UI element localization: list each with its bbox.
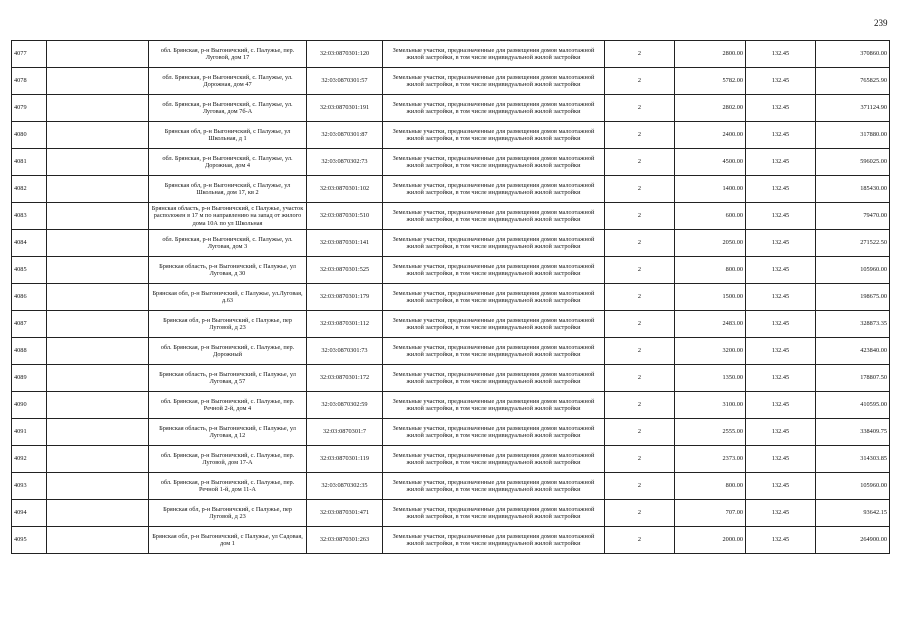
land-use-cell: Земельные участки, предназначенные для размещения домов малоэтажной жилой застройки, в том числе индивидуальной жилой застройки: [383, 392, 605, 419]
table-row: [12, 257, 890, 284]
address-cell: обл. Брянская, р-н Выгоничский, с. Палужье, пер. Дорожный: [149, 338, 307, 365]
row-number: 4078: [12, 68, 47, 95]
cadastral-value-cell: 314303.85: [816, 446, 890, 473]
empty-cell: [47, 284, 149, 311]
address-cell: Брянская обл, р-н Выгоничский, с Палужье, ул Садовая, дом 1: [149, 527, 307, 554]
area-cell: 707.00: [675, 500, 746, 527]
group-cell: 2: [605, 68, 675, 95]
land-use-cell: Земельные участки, предназначенные для размещения домов малоэтажной жилой застройки, в том числе индивидуальной жилой застройки: [383, 176, 605, 203]
cadastral-number-cell: 32:03:0870301:525: [307, 257, 383, 284]
cadastral-number-cell: 32:03:0870301:141: [307, 230, 383, 257]
cadastral-value-cell: 198675.00: [816, 284, 890, 311]
cadastral-number-cell: 32:03:0870301:191: [307, 95, 383, 122]
rate-cell: 132.45: [746, 284, 816, 311]
cadastral-value-cell: 410595.00: [816, 392, 890, 419]
area-cell: 3200.00: [675, 338, 746, 365]
address-cell: Брянская обл, р-н Выгоничский, с Палужье, пер Луговой, д 23: [149, 311, 307, 338]
table-row: [12, 473, 890, 500]
table-row: [12, 122, 890, 149]
cadastral-number-cell: 32:03:0870301:263: [307, 527, 383, 554]
empty-cell: [47, 257, 149, 284]
cadastral-value-cell: 317880.00: [816, 122, 890, 149]
group-cell: 2: [605, 446, 675, 473]
cadastral-value-cell: 423840.00: [816, 338, 890, 365]
address-cell: обл. Брянская, р-н Выгоничский, с. Палужье, ул. Луговая, дом 3: [149, 230, 307, 257]
cadastral-value-cell: 185430.00: [816, 176, 890, 203]
area-cell: 800.00: [675, 257, 746, 284]
empty-cell: [47, 203, 149, 230]
rate-cell: 132.45: [746, 473, 816, 500]
land-use-cell: Земельные участки, предназначенные для размещения домов малоэтажной жилой застройки, в том числе индивидуальной жилой застройки: [383, 500, 605, 527]
row-number: 4087: [12, 311, 47, 338]
area-cell: 1350.00: [675, 365, 746, 392]
empty-cell: [47, 365, 149, 392]
group-cell: 2: [605, 230, 675, 257]
cadastral-value-cell: 79470.00: [816, 203, 890, 230]
empty-cell: [47, 230, 149, 257]
rate-cell: 132.45: [746, 446, 816, 473]
land-use-cell: Земельные участки, предназначенные для размещения домов малоэтажной жилой застройки, в том числе индивидуальной жилой застройки: [383, 338, 605, 365]
group-cell: 2: [605, 527, 675, 554]
empty-cell: [47, 68, 149, 95]
cadastral-value-cell: 370860.00: [816, 41, 890, 68]
empty-cell: [47, 419, 149, 446]
rate-cell: 132.45: [746, 68, 816, 95]
cadastral-number-cell: 32:03:0870301:57: [307, 68, 383, 95]
address-cell: Брянская обл, р-н Выгоничский, с Палужье, ул.Луговая, д.63: [149, 284, 307, 311]
land-use-cell: Земельные участки, предназначенные для размещения домов малоэтажной жилой застройки, в том числе индивидуальной жилой застройки: [383, 149, 605, 176]
address-cell: Брянская область, р-н Выгоничский, с Палужье, ул Луговая, д 12: [149, 419, 307, 446]
row-number: 4086: [12, 284, 47, 311]
group-cell: 2: [605, 284, 675, 311]
row-number: 4088: [12, 338, 47, 365]
cadastral-number-cell: 32:03:0870301:119: [307, 446, 383, 473]
address-cell: Брянская обл, р-н Выгоничский, с Палужье, ул Школьная, дом 17, кв 2: [149, 176, 307, 203]
table-row: [12, 365, 890, 392]
cadastral-value-cell: 105960.00: [816, 257, 890, 284]
table-row: [12, 230, 890, 257]
table-row: [12, 392, 890, 419]
table-row: [12, 446, 890, 473]
table-row: [12, 149, 890, 176]
land-use-cell: Земельные участки, предназначенные для размещения домов малоэтажной жилой застройки, в том числе индивидуальной жилой застройки: [383, 257, 605, 284]
row-number: 4089: [12, 365, 47, 392]
rate-cell: 132.45: [746, 500, 816, 527]
land-use-cell: Земельные участки, предназначенные для размещения домов малоэтажной жилой застройки, в том числе индивидуальной жилой застройки: [383, 122, 605, 149]
row-number: 4093: [12, 473, 47, 500]
land-use-cell: Земельные участки, предназначенные для размещения домов малоэтажной жилой застройки, в том числе индивидуальной жилой застройки: [383, 203, 605, 230]
area-cell: 2050.00: [675, 230, 746, 257]
table-row: [12, 203, 890, 230]
rate-cell: 132.45: [746, 311, 816, 338]
group-cell: 2: [605, 203, 675, 230]
group-cell: 2: [605, 95, 675, 122]
rate-cell: 132.45: [746, 41, 816, 68]
area-cell: 5782.00: [675, 68, 746, 95]
group-cell: 2: [605, 392, 675, 419]
cadastral-value-cell: 328873.35: [816, 311, 890, 338]
rate-cell: 132.45: [746, 122, 816, 149]
area-cell: 3100.00: [675, 392, 746, 419]
group-cell: 2: [605, 365, 675, 392]
cadastral-value-cell: 338409.75: [816, 419, 890, 446]
group-cell: 2: [605, 338, 675, 365]
area-cell: 800.00: [675, 473, 746, 500]
cadastral-number-cell: 32:03:0870301:172: [307, 365, 383, 392]
address-cell: обл. Брянская, р-н Выгоничский, с. Палужье, ул. Луговая, дом 7б-А: [149, 95, 307, 122]
table-body: [12, 41, 890, 554]
area-cell: 2800.00: [675, 41, 746, 68]
table-row: [12, 311, 890, 338]
cadastral-value-cell: 596025.00: [816, 149, 890, 176]
empty-cell: [47, 500, 149, 527]
cadastral-number-cell: 32:03:0870301:7: [307, 419, 383, 446]
page-number: 239: [874, 18, 888, 28]
table-row: [12, 176, 890, 203]
cadastral-number-cell: 32:03:0870301:112: [307, 311, 383, 338]
rate-cell: 132.45: [746, 338, 816, 365]
land-use-cell: Земельные участки, предназначенные для размещения домов малоэтажной жилой застройки, в том числе индивидуальной жилой застройки: [383, 527, 605, 554]
land-use-cell: Земельные участки, предназначенные для размещения домов малоэтажной жилой застройки, в том числе индивидуальной жилой застройки: [383, 230, 605, 257]
cadastral-value-cell: 178807.50: [816, 365, 890, 392]
land-registry-table: [11, 40, 890, 554]
address-cell: Брянская область, р-н Выгоничский, с Палужье, ул Луговая, д 57: [149, 365, 307, 392]
rate-cell: 132.45: [746, 203, 816, 230]
address-cell: обл. Брянская, р-н Выгоничский, с. Палужье, ул. Дорожная, дом 47: [149, 68, 307, 95]
group-cell: 2: [605, 257, 675, 284]
rate-cell: 132.45: [746, 365, 816, 392]
area-cell: 4500.00: [675, 149, 746, 176]
cadastral-value-cell: 271522.50: [816, 230, 890, 257]
row-number: 4092: [12, 446, 47, 473]
rate-cell: 132.45: [746, 95, 816, 122]
row-number: 4085: [12, 257, 47, 284]
table-row: [12, 527, 890, 554]
cadastral-value-cell: 105960.00: [816, 473, 890, 500]
address-cell: Брянская область, р-н Выгоничский, с Палужье, участок расположен в 17 м по направлению на запад от жилого дома 10А по ул Школьная: [149, 203, 307, 230]
land-use-cell: Земельные участки, предназначенные для размещения домов малоэтажной жилой застройки, в том числе индивидуальной жилой застройки: [383, 95, 605, 122]
empty-cell: [47, 473, 149, 500]
group-cell: 2: [605, 473, 675, 500]
cadastral-number-cell: 32:03:0870302:73: [307, 149, 383, 176]
area-cell: 2000.00: [675, 527, 746, 554]
empty-cell: [47, 95, 149, 122]
land-use-cell: Земельные участки, предназначенные для размещения домов малоэтажной жилой застройки, в том числе индивидуальной жилой застройки: [383, 284, 605, 311]
address-cell: обл. Брянская, р-н Выгоничский, с. Палужье, пер. Луговой, дом 17: [149, 41, 307, 68]
land-use-cell: Земельные участки, предназначенные для размещения домов малоэтажной жилой застройки, в том числе индивидуальной жилой застройки: [383, 446, 605, 473]
cadastral-number-cell: 32:03:0870301:73: [307, 338, 383, 365]
cadastral-number-cell: 32:03:0870301:510: [307, 203, 383, 230]
land-use-cell: Земельные участки, предназначенные для размещения домов малоэтажной жилой застройки, в том числе индивидуальной жилой застройки: [383, 311, 605, 338]
group-cell: 2: [605, 419, 675, 446]
row-number: 4082: [12, 176, 47, 203]
group-cell: 2: [605, 311, 675, 338]
row-number: 4095: [12, 527, 47, 554]
row-number: 4077: [12, 41, 47, 68]
area-cell: 2400.00: [675, 122, 746, 149]
table-row: [12, 41, 890, 68]
address-cell: Брянская обл, р-н Выгоничский, с Палужье, ул Школьная, д 1: [149, 122, 307, 149]
table-row: [12, 95, 890, 122]
land-use-cell: Земельные участки, предназначенные для размещения домов малоэтажной жилой застройки, в том числе индивидуальной жилой застройки: [383, 68, 605, 95]
row-number: 4084: [12, 230, 47, 257]
empty-cell: [47, 446, 149, 473]
row-number: 4079: [12, 95, 47, 122]
address-cell: обл. Брянская, р-н Выгоничский, с. Палужье, пер. Речной 1-й, дом 11-А: [149, 473, 307, 500]
row-number: 4094: [12, 500, 47, 527]
empty-cell: [47, 311, 149, 338]
address-cell: обл. Брянская, р-н Выгоничский, с. Палужье, пер. Луговой, дом 17-А: [149, 446, 307, 473]
table-row: [12, 284, 890, 311]
empty-cell: [47, 392, 149, 419]
area-cell: 2483.00: [675, 311, 746, 338]
table-row: [12, 419, 890, 446]
empty-cell: [47, 527, 149, 554]
rate-cell: 132.45: [746, 392, 816, 419]
empty-cell: [47, 176, 149, 203]
address-cell: Брянская область, р-н Выгоничский, с Палужье, ул Луговая, д 30: [149, 257, 307, 284]
row-number: 4091: [12, 419, 47, 446]
cadastral-value-cell: 93642.15: [816, 500, 890, 527]
rate-cell: 132.45: [746, 257, 816, 284]
area-cell: 2373.00: [675, 446, 746, 473]
group-cell: 2: [605, 149, 675, 176]
address-cell: обл. Брянская, р-н Выгоничский, с. Палужье, ул. Дорожная, дом 4: [149, 149, 307, 176]
rate-cell: 132.45: [746, 419, 816, 446]
cadastral-number-cell: 32:03:0870301:471: [307, 500, 383, 527]
cadastral-number-cell: 32:03:0870302:59: [307, 392, 383, 419]
rate-cell: 132.45: [746, 149, 816, 176]
group-cell: 2: [605, 176, 675, 203]
row-number: 4083: [12, 203, 47, 230]
address-cell: обл. Брянская, р-н Выгоничский, с. Палужье, пер. Речной 2-й, дом 4: [149, 392, 307, 419]
land-use-cell: Земельные участки, предназначенные для размещения домов малоэтажной жилой застройки, в том числе индивидуальной жилой застройки: [383, 473, 605, 500]
address-cell: Брянская обл, р-н Выгоничский, с Палужье, пер Луговой, д 23: [149, 500, 307, 527]
table-row: [12, 338, 890, 365]
area-cell: 1400.00: [675, 176, 746, 203]
group-cell: 2: [605, 122, 675, 149]
area-cell: 2802.00: [675, 95, 746, 122]
empty-cell: [47, 122, 149, 149]
cadastral-value-cell: 264900.00: [816, 527, 890, 554]
empty-cell: [47, 41, 149, 68]
land-use-cell: Земельные участки, предназначенные для размещения домов малоэтажной жилой застройки, в том числе индивидуальной жилой застройки: [383, 41, 605, 68]
area-cell: 1500.00: [675, 284, 746, 311]
empty-cell: [47, 338, 149, 365]
cadastral-value-cell: 371124.90: [816, 95, 890, 122]
cadastral-value-cell: 765825.90: [816, 68, 890, 95]
cadastral-number-cell: 32:03:0870301:87: [307, 122, 383, 149]
land-use-cell: Земельные участки, предназначенные для размещения домов малоэтажной жилой застройки, в том числе индивидуальной жилой застройки: [383, 365, 605, 392]
group-cell: 2: [605, 41, 675, 68]
cadastral-number-cell: 32:03:0870301:120: [307, 41, 383, 68]
rate-cell: 132.45: [746, 527, 816, 554]
row-number: 4080: [12, 122, 47, 149]
row-number: 4090: [12, 392, 47, 419]
table-row: [12, 68, 890, 95]
table-row: [12, 500, 890, 527]
land-use-cell: Земельные участки, предназначенные для размещения домов малоэтажной жилой застройки, в том числе индивидуальной жилой застройки: [383, 419, 605, 446]
cadastral-number-cell: 32:03:0870302:35: [307, 473, 383, 500]
rate-cell: 132.45: [746, 230, 816, 257]
rate-cell: 132.45: [746, 176, 816, 203]
empty-cell: [47, 149, 149, 176]
cadastral-number-cell: 32:03:0870301:102: [307, 176, 383, 203]
row-number: 4081: [12, 149, 47, 176]
cadastral-number-cell: 32:03:0870301:179: [307, 284, 383, 311]
group-cell: 2: [605, 500, 675, 527]
area-cell: 600.00: [675, 203, 746, 230]
area-cell: 2555.00: [675, 419, 746, 446]
